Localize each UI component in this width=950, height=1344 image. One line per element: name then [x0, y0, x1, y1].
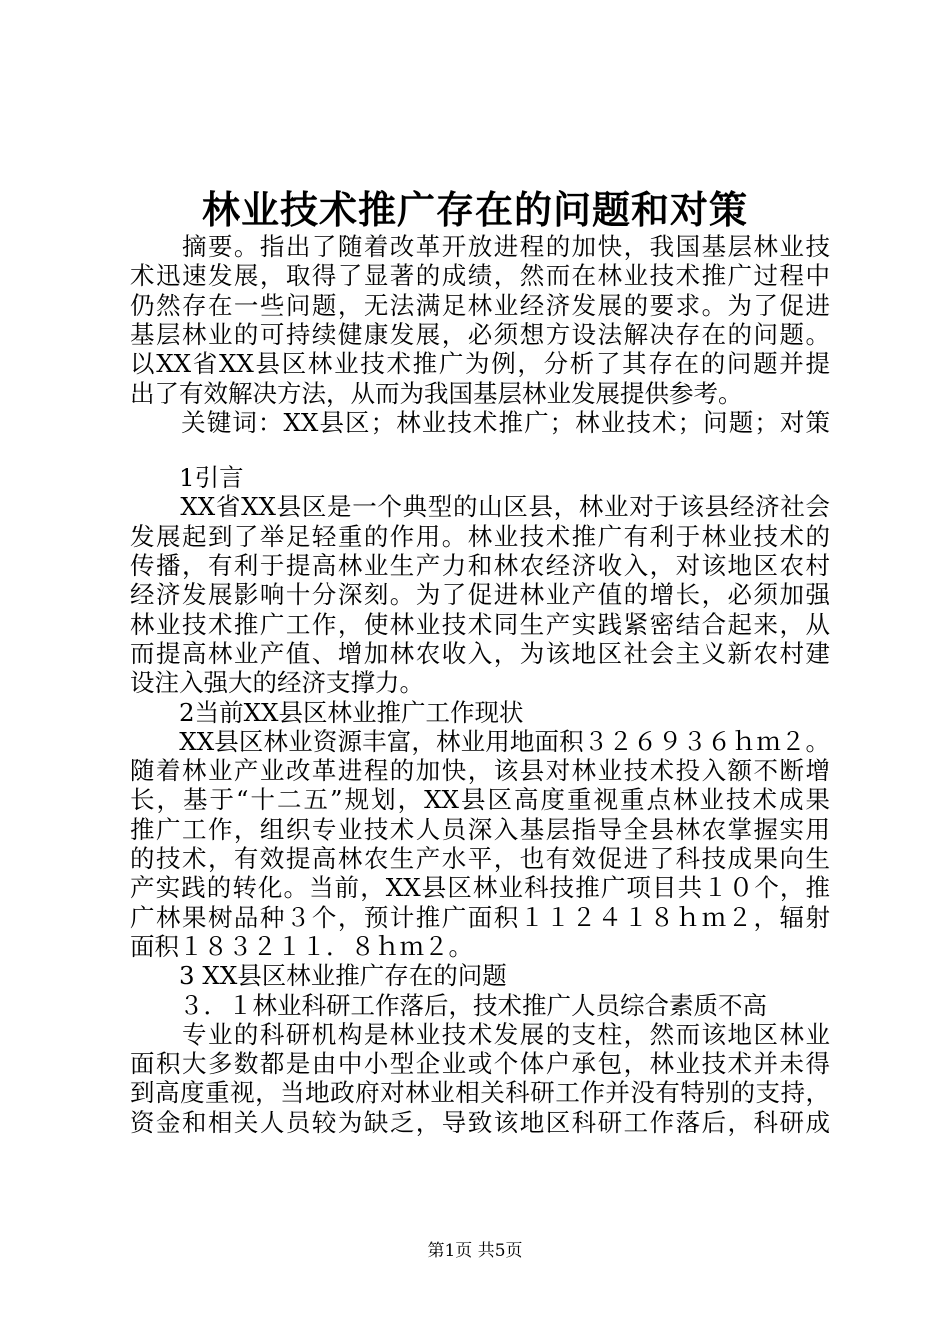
text-line: 长，基于“十二五”规划，XX县区高度重视重点林业技术成果	[130, 785, 830, 814]
keywords-line: 关键词：XX县区；林业技术推广；林业技术；问题；对策	[130, 408, 830, 437]
text-line: 面积１８３２１１．８ｈｍ２。	[130, 932, 473, 961]
text-line: 仍然存在一些问题，无法满足林业经济发展的要求。为了促进	[130, 291, 830, 320]
page-footer: 第1页 共5页	[427, 1241, 523, 1261]
text-line: 的技术，有效提高林农生产水平，也有效促进了科技成果向生	[130, 844, 830, 873]
section-heading: 1引言	[130, 463, 244, 492]
section-heading: 2当前XX县区林业推广工作现状	[130, 698, 524, 727]
document-title: 林业技术推广存在的问题和对策	[201, 187, 748, 232]
text-line: 推广工作，组织专业技术人员深入基层指导全县林农掌握实用	[130, 815, 830, 844]
text-line: 经济发展影响十分深刻。为了促进林业产值的增长，必须加强	[130, 580, 830, 609]
text-line: XX省XX县区是一个典型的山区县，林业对于该县经济社会	[130, 492, 830, 521]
text-line: 广林果树品种３个，预计推广面积１１２４１８ｈｍ２，辐射	[130, 903, 830, 932]
text-line: 摘要。指出了随着改革开放进程的加快，我国基层林业技	[130, 232, 830, 261]
text-line: 术迅速发展，取得了显著的成绩，然而在林业技术推广过程中	[130, 261, 830, 290]
text-line: 发展起到了举足轻重的作用。林业技术推广有利于林业技术的	[130, 522, 830, 551]
section-heading: 3 XX县区林业推广存在的问题	[130, 961, 507, 990]
text-line: XX县区林业资源丰富，林业用地面积３２６９３６ｈｍ２。	[130, 727, 830, 756]
subsection-heading: ３．１林业科研工作落后，技术推广人员综合素质不高	[130, 991, 767, 1020]
text-line: 而提高林业产值、增加林农收入，为该地区社会主义新农村建	[130, 639, 830, 668]
text-line: 设注入强大的经济支撑力。	[130, 668, 424, 697]
text-line: 以XX省XX县区林业技术推广为例，分析了其存在的问题并提	[130, 349, 830, 378]
text-line: 传播，有利于提高林业生产力和林农经济收入，对该地区农村	[130, 551, 830, 580]
text-line: 到高度重视，当地政府对林业相关科研工作并没有特别的支持，	[130, 1078, 830, 1107]
text-line: 基层林业的可持续健康发展，必须想方设法解决存在的问题。	[130, 320, 830, 349]
text-line: 出了有效解决方法，从而为我国基层林业发展提供参考。	[130, 379, 743, 408]
text-line: 随着林业产业改革进程的加快，该县对林业技术投入额不断增	[130, 756, 830, 785]
text-line: 面积大多数都是由中小型企业或个体户承包，林业技术并未得	[130, 1049, 830, 1078]
text-line: 资金和相关人员较为缺乏，导致该地区科研工作落后，科研成	[130, 1108, 830, 1137]
text-line: 专业的科研机构是林业技术发展的支柱，然而该地区林业	[130, 1020, 830, 1049]
text-line: 产实践的转化。当前，XX县区林业科技推广项目共１０个，推	[130, 873, 830, 902]
text-line: 林业技术推广工作，使林业技术同生产实践紧密结合起来，从	[130, 610, 830, 639]
